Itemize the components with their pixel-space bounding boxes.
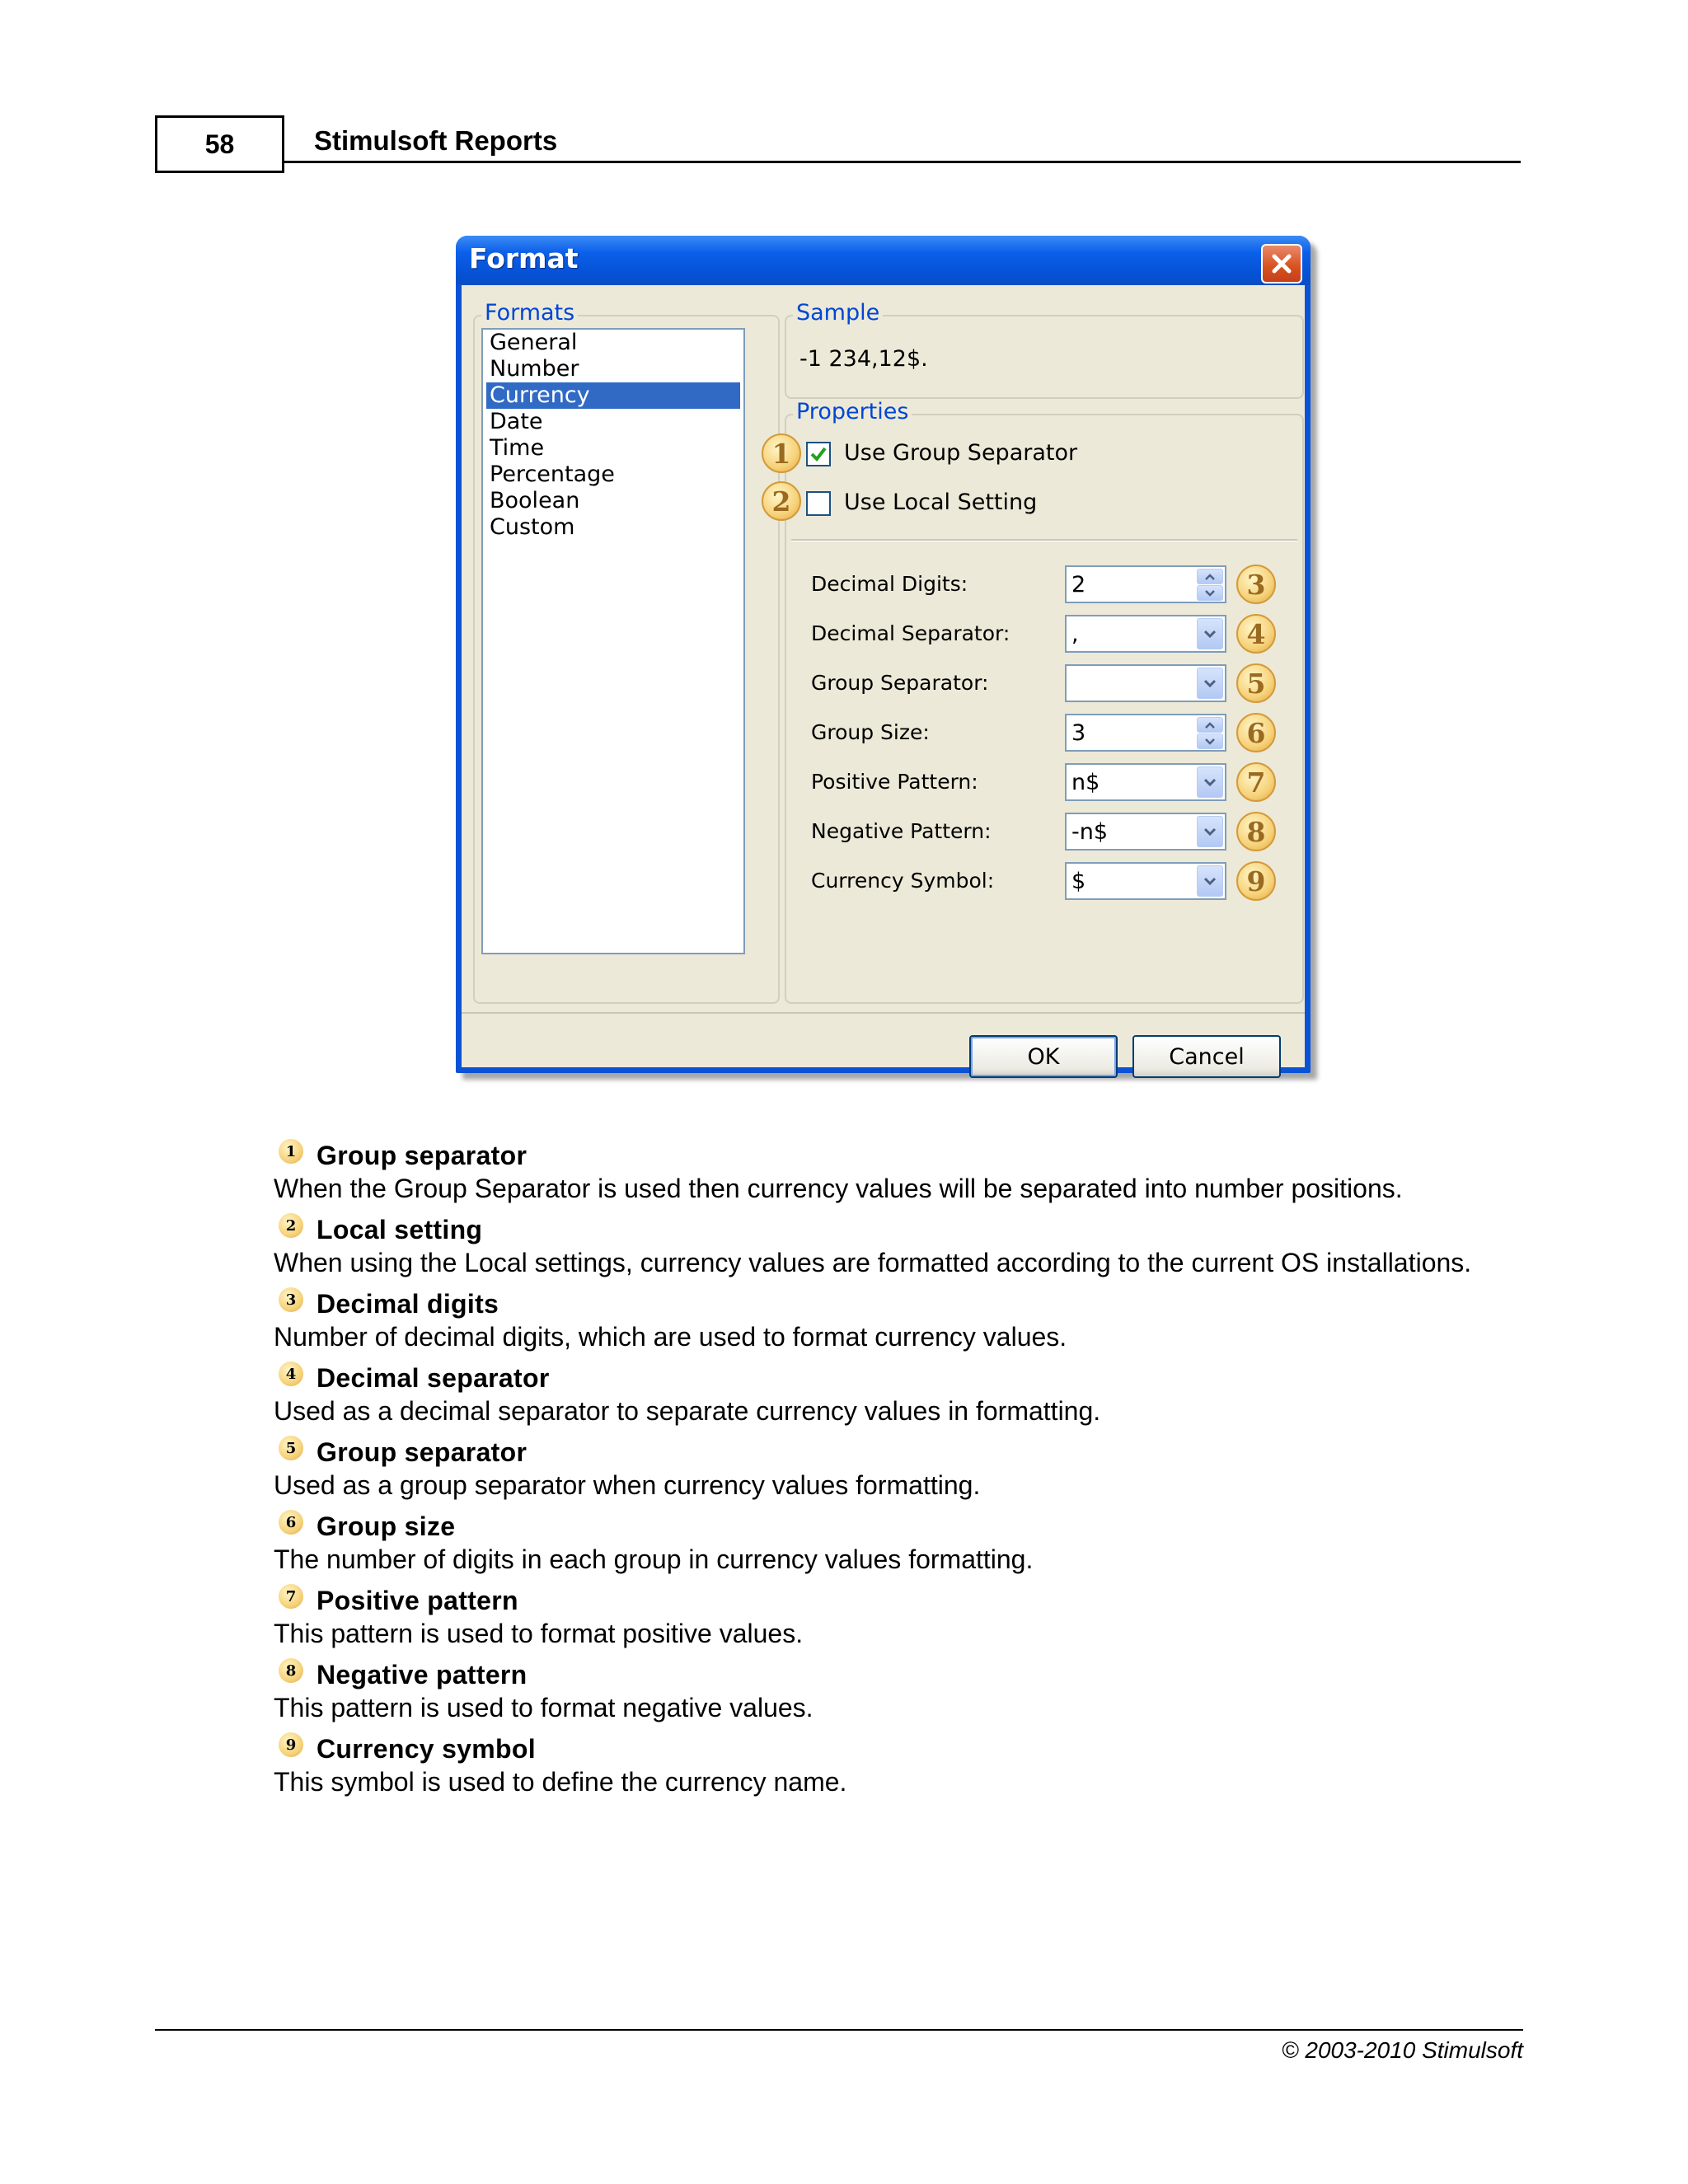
description-text: Used as a group separator when currency values formatting. (274, 1470, 981, 1500)
formats-group (473, 300, 780, 1004)
callout-6: 6 (1236, 713, 1276, 752)
format-item-boolean[interactable]: Boolean (490, 488, 580, 513)
callout-number-badge: 6 (279, 1510, 303, 1535)
group-size-spin-down[interactable] (1197, 733, 1223, 749)
properties-group-label: Properties (793, 399, 912, 424)
page-number: 58 (155, 115, 284, 173)
header-rule (284, 161, 1521, 163)
group-size-spin-up[interactable] (1197, 717, 1223, 733)
use-local-setting-label: Use Local Setting (844, 490, 1038, 515)
decimal-separator-dropdown[interactable] (1065, 615, 1226, 653)
sample-group-label: Sample (793, 300, 883, 326)
decimal-separator-dropdown-button[interactable] (1197, 618, 1223, 649)
checkmark-icon (809, 445, 828, 463)
close-button[interactable] (1261, 244, 1302, 284)
callout-8: 8 (1236, 812, 1276, 851)
format-item-custom[interactable]: Custom (490, 514, 575, 540)
negative-pattern-label: Negative Pattern: (811, 819, 992, 843)
footer-rule (155, 2029, 1523, 2031)
negative-pattern-dropdown-button[interactable] (1197, 816, 1223, 847)
callout-number-badge: 7 (279, 1584, 303, 1609)
use-local-setting-checkbox[interactable] (806, 491, 831, 516)
chevron-down-icon (1203, 777, 1217, 787)
format-item-currency[interactable]: Currency (486, 382, 740, 409)
decimal-digits-label: Decimal Digits: (811, 572, 968, 596)
description-text: When using the Local settings, currency values are formatted according to the current OS installations. (274, 1248, 1472, 1277)
currency-symbol-label: Currency Symbol: (811, 869, 995, 893)
description-title: Negative pattern (316, 1660, 528, 1690)
group-size-label: Group Size: (811, 720, 930, 744)
callout-1: 1 (762, 434, 801, 473)
sample-group (785, 300, 1304, 399)
group-separator-dropdown[interactable] (1065, 664, 1226, 702)
description-title: Positive pattern (316, 1586, 518, 1615)
description-title: Local setting (316, 1215, 483, 1244)
positive-pattern-dropdown[interactable] (1065, 763, 1226, 801)
callout-number-badge: 2 (279, 1213, 303, 1238)
arrow-up-icon (1204, 573, 1216, 581)
group-separator-dropdown-button[interactable] (1197, 668, 1223, 699)
currency-symbol-value: $ (1071, 869, 1086, 894)
currency-symbol-dropdown-button[interactable] (1197, 865, 1223, 897)
positive-pattern-label: Positive Pattern: (811, 770, 978, 794)
footer-copyright: © 2003-2010 Stimulsoft (1281, 2037, 1523, 2063)
description-text: This symbol is used to define the currency name. (274, 1767, 847, 1797)
ok-button[interactable]: OK (969, 1035, 1118, 1078)
description-title: Currency symbol (316, 1734, 536, 1764)
chevron-down-icon (1203, 876, 1217, 886)
callout-3: 3 (1236, 565, 1276, 604)
dialog-client-area (462, 285, 1305, 1070)
callout-5: 5 (1236, 663, 1276, 703)
description-text: The number of digits in each group in currency values formatting. (274, 1544, 1034, 1574)
description-title: Group size (316, 1511, 456, 1541)
description-text: This pattern is used to format negative values. (274, 1693, 814, 1722)
description-title: Group separator (316, 1437, 528, 1467)
chevron-down-icon (1203, 678, 1217, 688)
properties-separator (791, 539, 1297, 541)
description-text: Used as a decimal separator to separate currency values in formatting. (274, 1396, 1101, 1426)
use-group-separator-label: Use Group Separator (844, 440, 1078, 466)
currency-symbol-dropdown[interactable] (1065, 862, 1226, 900)
format-item-number[interactable]: Number (490, 356, 579, 382)
callout-number-badge: 8 (279, 1658, 303, 1683)
format-item-date[interactable]: Date (490, 409, 543, 434)
decimal-digits-value: 2 (1071, 572, 1086, 598)
callout-9: 9 (1236, 861, 1276, 901)
decimal-separator-value: , (1071, 621, 1079, 647)
group-size-spinner[interactable] (1065, 714, 1226, 752)
description-text: This pattern is used to format positive values. (274, 1619, 804, 1648)
formats-listbox[interactable] (481, 328, 745, 954)
group-separator-label: Group Separator: (811, 671, 989, 695)
properties-group (771, 399, 1304, 1004)
close-icon (1270, 252, 1293, 275)
positive-pattern-dropdown-button[interactable] (1197, 766, 1223, 798)
dialog-titlebar[interactable] (456, 236, 1311, 285)
arrow-up-icon (1204, 721, 1216, 729)
arrow-down-icon (1204, 589, 1216, 598)
callout-number-badge: 5 (279, 1436, 303, 1460)
callout-number-badge: 1 (279, 1139, 303, 1164)
cancel-button[interactable]: Cancel (1132, 1035, 1281, 1078)
button-area-separator (462, 1012, 1305, 1014)
callout-7: 7 (1236, 762, 1276, 802)
format-item-time[interactable]: Time (490, 435, 545, 461)
group-size-value: 3 (1071, 720, 1086, 746)
negative-pattern-dropdown[interactable] (1065, 813, 1226, 851)
negative-pattern-value: -n$ (1071, 819, 1109, 845)
formats-group-label: Formats (481, 300, 578, 326)
positive-pattern-value: n$ (1071, 770, 1100, 795)
sample-value: -1 234,12$. (799, 346, 928, 372)
description-title: Decimal digits (316, 1289, 499, 1319)
callout-number-badge: 4 (279, 1361, 303, 1386)
description-text: Number of decimal digits, which are used to format currency values. (274, 1322, 1067, 1352)
decimal-separator-label: Decimal Separator: (811, 621, 1010, 645)
decimal-digits-spinner[interactable] (1065, 565, 1226, 603)
dialog-title: Format (469, 242, 579, 274)
decimal-digits-spin-up[interactable] (1197, 569, 1223, 584)
description-text: When the Group Separator is used then currency values will be separated into number positions. (274, 1174, 1403, 1203)
format-item-general[interactable]: General (490, 330, 578, 355)
callout-4: 4 (1236, 614, 1276, 654)
chevron-down-icon (1203, 827, 1217, 837)
arrow-down-icon (1204, 738, 1216, 746)
description-title: Decimal separator (316, 1363, 550, 1393)
callout-2: 2 (762, 481, 801, 521)
callout-number-badge: 9 (279, 1732, 303, 1757)
use-group-separator-checkbox[interactable] (806, 442, 831, 466)
decimal-digits-spin-down[interactable] (1197, 585, 1223, 601)
description-title: Group separator (316, 1141, 528, 1170)
format-item-percentage[interactable]: Percentage (490, 462, 615, 487)
document-title: Stimulsoft Reports (314, 125, 558, 156)
format-dialog (456, 236, 1311, 1073)
chevron-down-icon (1203, 629, 1217, 639)
callout-number-badge: 3 (279, 1287, 303, 1312)
